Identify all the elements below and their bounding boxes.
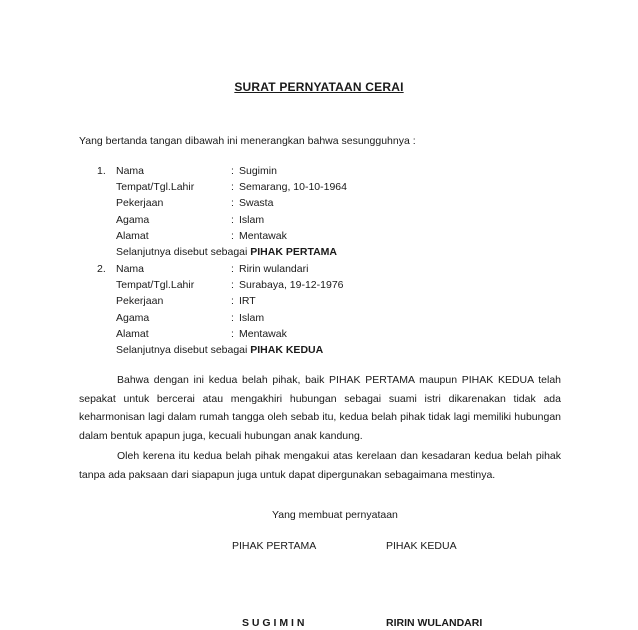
- role-note-prefix: Selanjutnya disebut sebagai: [116, 245, 251, 258]
- consent-paragraph: Oleh kerena itu kedua belah pihak mengakui atas kerelaan dan kesadaran kedua belah pihak tanpa ada paksaan dari siapapun juga untuk dapat dipergunakan sebagaimana mestinya.: [79, 450, 561, 481]
- field-label: Agama: [116, 311, 150, 324]
- field-label: Agama: [116, 213, 150, 226]
- party-2-number: 2.: [97, 263, 106, 275]
- role-note-prefix: Selanjutnya disebut sebagai: [116, 343, 251, 356]
- field-label: Tempat/Tgl.Lahir: [116, 181, 195, 194]
- field-label: Alamat: [116, 229, 149, 242]
- role-note-role: PIHAK KEDUA: [250, 343, 324, 356]
- field-value: Mentawak: [239, 327, 287, 340]
- field-label: Tempat/Tgl.Lahir: [116, 279, 195, 292]
- signature-party-2-name: RIRIN WULANDARI: [386, 617, 483, 629]
- field-value: IRT: [239, 295, 256, 308]
- field-colon: :: [231, 197, 234, 210]
- field-colon: :: [231, 311, 234, 324]
- field-colon: :: [231, 263, 234, 275]
- document-title: SURAT PERNYATAAN CERAI: [234, 80, 404, 94]
- field-label: Alamat: [116, 327, 149, 340]
- field-label: Nama: [116, 165, 145, 177]
- field-colon: :: [231, 181, 234, 194]
- field-colon: :: [231, 295, 234, 308]
- field-colon: :: [231, 229, 234, 242]
- field-value: Sugimin: [239, 165, 277, 177]
- field-value: Swasta: [239, 197, 274, 210]
- signature-party-1-label: PIHAK PERTAMA: [232, 540, 317, 552]
- field-colon: :: [231, 213, 234, 226]
- signature-party-2-label: PIHAK KEDUA: [386, 540, 457, 552]
- field-colon: :: [231, 327, 234, 340]
- field-value: Ririn wulandari: [239, 263, 309, 275]
- field-value: Mentawak: [239, 229, 287, 242]
- field-value: Semarang, 10-10-1964: [239, 181, 347, 194]
- role-note-role: PIHAK PERTAMA: [250, 245, 337, 258]
- field-label: Nama: [116, 263, 145, 275]
- field-colon: :: [231, 165, 234, 177]
- field-value: Islam: [239, 213, 265, 226]
- role-note: [116, 244, 337, 260]
- field-colon: :: [231, 279, 234, 292]
- signature-heading: Yang membuat pernyataan: [272, 509, 398, 521]
- intro-text: Yang bertanda tangan dibawah ini menerangkan bahwa sesungguhnya :: [79, 135, 416, 147]
- party-1-number: 1.: [97, 165, 106, 177]
- field-label: Pekerjaan: [116, 295, 164, 308]
- agreement-paragraph: Bahwa dengan ini kedua belah pihak, baik PIHAK PERTAMA maupun PIHAK KEDUA telah sepakat untuk bercerai atau mengakhiri hubungan sebagai suami istri dikarenakan tidak ada keharmonisan lagi dalam rumah tangga oleh sebab itu, kedua belah pihak tidak lagi memiliki hubungan dalam bentuk apapun juga, kecuali hubungan anak kandung.: [79, 374, 561, 442]
- role-note: [116, 342, 323, 358]
- field-value: Islam: [239, 311, 265, 324]
- signature-party-1-name: S U G I M I N: [242, 617, 305, 629]
- field-value: Surabaya, 19-12-1976: [239, 279, 344, 292]
- field-label: Pekerjaan: [116, 197, 164, 210]
